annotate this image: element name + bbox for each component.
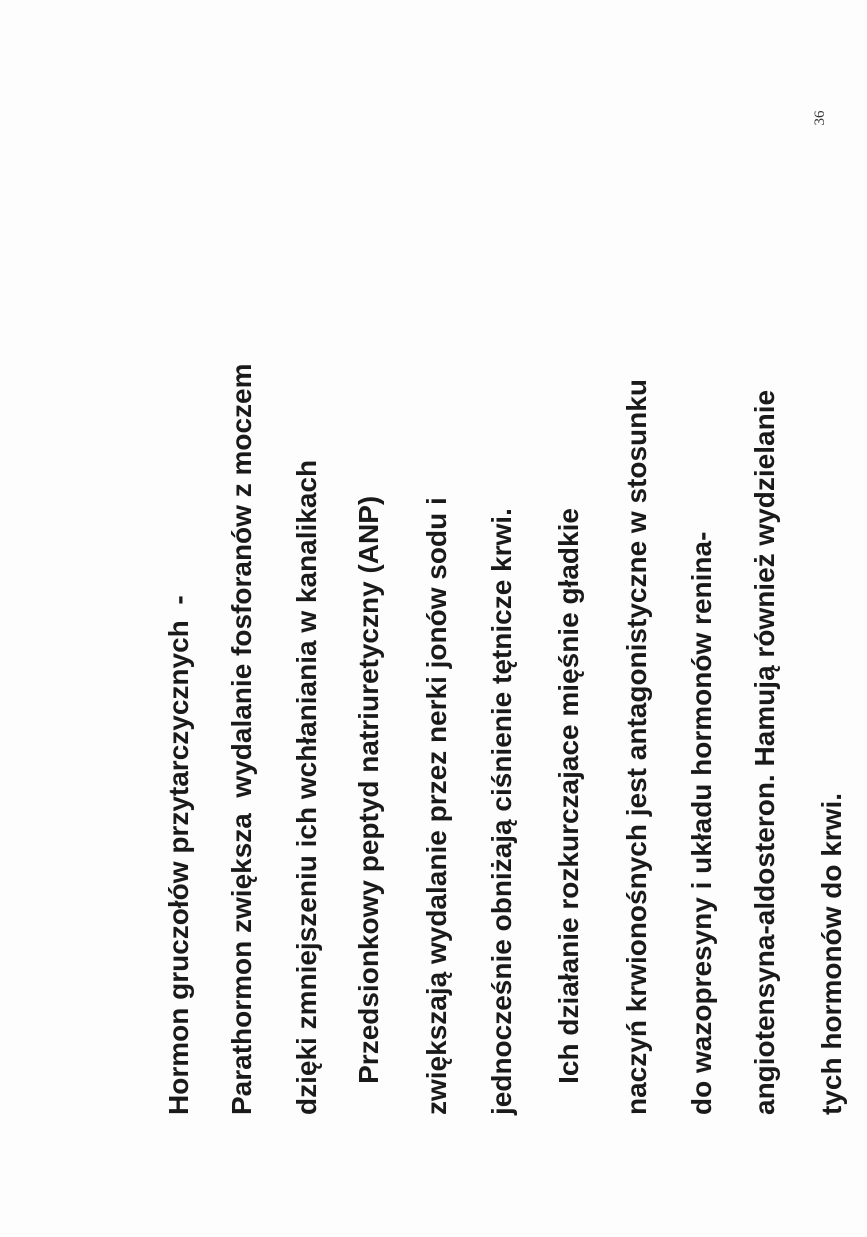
text-line-1: Hormon gruczołów przytarczycznych - — [163, 595, 194, 1115]
text-line-10: angiotensyna-aldosteron. Hamują również wydzielanie — [749, 389, 780, 1115]
text-line-9: do wazopresyny i układu hormonów renina- — [686, 531, 717, 1115]
text-line-5: zwiększają wydalanie przez nerki jonów sodu i — [421, 497, 452, 1115]
text-line-7: Ich działanie rozkurczajace mięśnie gładkie — [553, 508, 584, 1115]
text-line-3: dzięki zmniejszeniu ich wchłaniania w kanalikach — [291, 459, 322, 1115]
text-line-11: tych hormonów do krwi. — [816, 792, 847, 1115]
text-line-6: jednocześnie obniżają ciśnienie tętnicze krwi. — [486, 508, 517, 1115]
text-line-2: Parathormon zwiększa wydalanie fosforanów z moczem — [226, 363, 257, 1115]
page-number: 36 — [812, 110, 828, 126]
text-line-4: Przedsionkowy peptyd natriuretyczny (ANP) — [353, 495, 384, 1115]
text-line-8: naczyń krwionośnych jest antagonistyczne w stosunku — [621, 379, 652, 1115]
